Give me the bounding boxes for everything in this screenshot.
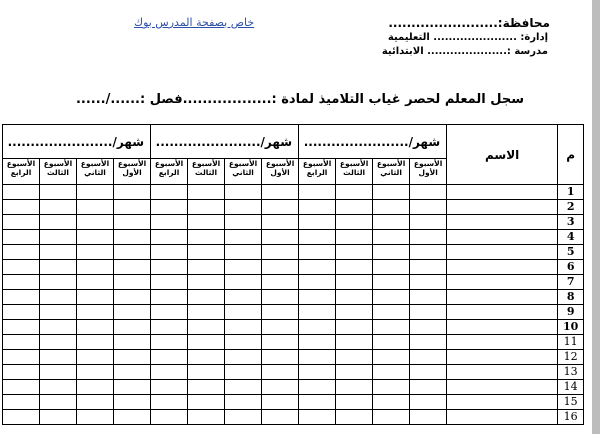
attendance-cell[interactable] [40,365,77,380]
attendance-cell[interactable] [336,305,373,320]
attendance-cell[interactable] [151,275,188,290]
name-cell[interactable] [447,305,558,320]
attendance-cell[interactable] [151,185,188,200]
attendance-cell[interactable] [77,350,114,365]
week-header [188,159,225,185]
attendance-cell[interactable] [336,395,373,410]
name-cell[interactable] [447,395,558,410]
page-shadow [592,0,600,434]
attendance-cell[interactable] [225,335,262,350]
attendance-cell[interactable] [262,320,299,335]
attendance-cell[interactable] [373,305,410,320]
attendance-cell[interactable] [151,350,188,365]
week-header-label: الأسبوع [339,159,369,168]
month-header-3: شهر/....................... [3,125,151,159]
week-header [114,159,151,185]
attendance-cell[interactable] [410,320,447,335]
week-header-label: الأسبوع [228,159,258,168]
attendance-cell[interactable] [114,260,151,275]
attendance-cell[interactable] [336,215,373,230]
attendance-cell[interactable] [299,260,336,275]
name-cell[interactable] [447,230,558,245]
attendance-cell[interactable] [188,230,225,245]
name-cell[interactable] [447,245,558,260]
table-row [3,380,584,395]
attendance-cell[interactable] [336,365,373,380]
attendance-cell[interactable] [114,200,151,215]
attendance-cell[interactable] [373,380,410,395]
attendance-cell[interactable] [3,275,40,290]
row-number: 15 [558,395,584,410]
name-column-header: الاسم [447,125,558,185]
absence-table [2,124,584,425]
attendance-cell[interactable] [40,230,77,245]
table-row [3,200,584,215]
attendance-cell[interactable] [3,335,40,350]
attendance-cell[interactable] [299,290,336,305]
attendance-cell[interactable] [410,200,447,215]
attendance-cell[interactable] [410,290,447,305]
table-row [3,260,584,275]
week-header-label: الأسبوع [191,159,221,168]
table-row [3,395,584,410]
attendance-cell[interactable] [373,245,410,260]
attendance-cell[interactable] [299,335,336,350]
attendance-cell[interactable] [299,350,336,365]
attendance-cell[interactable] [336,230,373,245]
attendance-cell[interactable] [225,245,262,260]
attendance-cell[interactable] [114,320,151,335]
row-number: 16 [558,410,584,425]
attendance-cell[interactable] [151,395,188,410]
row-number: 10 [558,320,584,335]
attendance-cell[interactable] [3,200,40,215]
attendance-cell[interactable] [373,395,410,410]
table-row [3,350,584,365]
attendance-cell[interactable] [262,350,299,365]
table-row [3,185,584,200]
attendance-cell[interactable] [3,305,40,320]
attendance-cell[interactable] [77,365,114,380]
name-cell[interactable] [447,365,558,380]
attendance-cell[interactable] [299,185,336,200]
attendance-cell[interactable] [410,395,447,410]
attendance-cell[interactable] [410,380,447,395]
attendance-cell[interactable] [40,275,77,290]
attendance-cell[interactable] [40,200,77,215]
week-header-label: الثالث [46,168,70,177]
attendance-cell[interactable] [262,410,299,425]
attendance-cell[interactable] [40,260,77,275]
attendance-cell[interactable] [151,245,188,260]
attendance-cell[interactable] [225,395,262,410]
attendance-cell[interactable] [410,215,447,230]
week-header [336,159,373,185]
week-header-label: الأسبوع [117,159,147,168]
attendance-cell[interactable] [262,395,299,410]
attendance-cell[interactable] [114,290,151,305]
administration-field: إدارة: ...................... التعليمية [387,32,548,43]
attendance-cell[interactable] [225,230,262,245]
attendance-cell[interactable] [77,305,114,320]
attendance-cell[interactable] [188,215,225,230]
attendance-cell[interactable] [151,365,188,380]
attendance-cell[interactable] [40,290,77,305]
table-row [3,290,584,305]
attendance-cell[interactable] [77,275,114,290]
week-header [373,159,410,185]
month-header-1: شهر/....................... [299,125,447,159]
attendance-cell[interactable] [77,230,114,245]
attendance-cell[interactable] [299,275,336,290]
attendance-cell[interactable] [225,350,262,365]
attendance-cell[interactable] [373,320,410,335]
attendance-cell[interactable] [40,395,77,410]
attendance-cell[interactable] [40,245,77,260]
week-header [410,159,447,185]
attendance-cell[interactable] [373,215,410,230]
attendance-cell[interactable] [188,305,225,320]
attendance-cell[interactable] [299,230,336,245]
attendance-cell[interactable] [3,215,40,230]
row-number: 1 [558,185,584,200]
attendance-cell[interactable] [336,350,373,365]
attendance-cell[interactable] [40,215,77,230]
attendance-cell[interactable] [3,185,40,200]
week-header-label: الأسبوع [6,159,36,168]
row-number: 2 [558,200,584,215]
row-number: 9 [558,305,584,320]
attendance-cell[interactable] [151,335,188,350]
attendance-cell[interactable] [299,200,336,215]
attendance-cell[interactable] [3,350,40,365]
attendance-cell[interactable] [336,275,373,290]
name-cell[interactable] [447,185,558,200]
attendance-cell[interactable] [299,245,336,260]
attendance-cell[interactable] [373,200,410,215]
attendance-cell[interactable] [114,230,151,245]
attendance-cell[interactable] [77,260,114,275]
attendance-cell[interactable] [225,410,262,425]
name-cell[interactable] [447,320,558,335]
attendance-cell[interactable] [40,410,77,425]
attendance-cell[interactable] [188,335,225,350]
attendance-cell[interactable] [262,335,299,350]
row-number: 12 [558,350,584,365]
week-header [262,159,299,185]
week-header [151,159,188,185]
attendance-cell[interactable] [336,335,373,350]
week-header-label: الأسبوع [154,159,184,168]
attendance-cell[interactable] [114,350,151,365]
attendance-cell[interactable] [373,230,410,245]
row-number: 5 [558,245,584,260]
attendance-cell[interactable] [410,185,447,200]
attendance-cell[interactable] [114,395,151,410]
attendance-cell[interactable] [336,380,373,395]
table-row [3,230,584,245]
attendance-cell[interactable] [410,275,447,290]
name-cell[interactable] [447,335,558,350]
attendance-cell[interactable] [40,320,77,335]
row-number: 14 [558,380,584,395]
attendance-cell[interactable] [151,320,188,335]
attendance-cell[interactable] [114,305,151,320]
attendance-cell[interactable] [77,185,114,200]
attendance-cell[interactable] [299,215,336,230]
attendance-cell[interactable] [225,215,262,230]
table-row [3,320,584,335]
week-header-label: الأول [418,168,438,177]
attendance-cell[interactable] [40,185,77,200]
attendance-cell[interactable] [373,350,410,365]
attendance-cell[interactable] [188,260,225,275]
attendance-cell[interactable] [151,290,188,305]
attendance-cell[interactable] [299,395,336,410]
attendance-cell[interactable] [188,395,225,410]
attendance-cell[interactable] [188,365,225,380]
week-header-label: الأول [270,168,290,177]
attendance-cell[interactable] [151,305,188,320]
attendance-cell[interactable] [373,275,410,290]
attendance-cell[interactable] [188,320,225,335]
week-header-label: الرابع [10,168,32,177]
attendance-cell[interactable] [77,335,114,350]
attendance-cell[interactable] [225,320,262,335]
name-cell[interactable] [447,380,558,395]
week-header-label: الأسبوع [302,159,332,168]
week-header [3,159,40,185]
attendance-cell[interactable] [410,365,447,380]
table-row [3,215,584,230]
week-header-label: الثالث [343,168,366,177]
attendance-cell[interactable] [336,200,373,215]
attendance-cell[interactable] [188,245,225,260]
attendance-cell[interactable] [373,410,410,425]
week-header [299,159,336,185]
row-number: 3 [558,215,584,230]
week-header-label: الرابع [158,168,180,177]
attendance-cell[interactable] [188,410,225,425]
name-cell[interactable] [447,350,558,365]
attendance-cell[interactable] [40,305,77,320]
name-cell[interactable] [447,200,558,215]
week-header-label: الأسبوع [265,159,295,168]
row-number: 7 [558,275,584,290]
table-row [3,335,584,350]
attendance-cell[interactable] [373,335,410,350]
table-row [3,245,584,260]
attendance-cell[interactable] [114,275,151,290]
week-header-label: الثاني [232,168,254,177]
month-header-2: شهر/....................... [151,125,299,159]
attendance-cell[interactable] [410,335,447,350]
document-title: سجل المعلم لحصر غياب التلاميذ لمادة :..................فصل :....../...... [75,92,524,107]
attendance-cell[interactable] [151,200,188,215]
attendance-cell[interactable] [262,185,299,200]
attendance-cell[interactable] [3,365,40,380]
attendance-cell[interactable] [188,185,225,200]
attendance-cell[interactable] [77,380,114,395]
attendance-cell[interactable] [373,290,410,305]
attendance-cell[interactable] [77,290,114,305]
attendance-cell[interactable] [262,245,299,260]
name-cell[interactable] [447,290,558,305]
attendance-cell[interactable] [77,410,114,425]
attendance-cell[interactable] [336,260,373,275]
attendance-cell[interactable] [410,260,447,275]
attendance-cell[interactable] [410,350,447,365]
attendance-cell[interactable] [336,410,373,425]
week-header-label: الثاني [84,168,106,177]
week-header-label: الثالث [195,168,218,177]
attendance-cell[interactable] [225,365,262,380]
attendance-cell[interactable] [3,290,40,305]
row-number: 8 [558,290,584,305]
attendance-cell[interactable] [151,410,188,425]
week-header [225,159,262,185]
number-column-header: م [558,125,584,185]
week-header-label: الأسبوع [43,159,73,168]
week-header-label: الأسبوع [376,159,406,168]
attendance-cell[interactable] [225,260,262,275]
attendance-cell[interactable] [225,200,262,215]
attendance-cell[interactable] [262,215,299,230]
attendance-cell[interactable] [151,380,188,395]
row-number: 13 [558,365,584,380]
attendance-cell[interactable] [336,185,373,200]
attendance-cell[interactable] [299,365,336,380]
attendance-cell[interactable] [225,185,262,200]
attendance-cell[interactable] [336,245,373,260]
attendance-cell[interactable] [299,305,336,320]
attendance-cell[interactable] [410,410,447,425]
attendance-cell[interactable] [410,230,447,245]
attendance-cell[interactable] [262,365,299,380]
attendance-cell[interactable] [188,380,225,395]
attendance-cell[interactable] [299,410,336,425]
attendance-cell[interactable] [77,200,114,215]
attendance-cell[interactable] [262,275,299,290]
attendance-cell[interactable] [299,380,336,395]
attendance-cell[interactable] [188,350,225,365]
week-header-label: الأول [122,168,142,177]
week-header-label: الأسبوع [80,159,110,168]
attendance-cell[interactable] [114,380,151,395]
table-row [3,365,584,380]
attendance-cell[interactable] [410,305,447,320]
attendance-cell[interactable] [299,320,336,335]
attendance-cell[interactable] [114,215,151,230]
name-cell[interactable] [447,410,558,425]
attendance-cell[interactable] [262,305,299,320]
attendance-cell[interactable] [77,215,114,230]
attendance-cell[interactable] [77,395,114,410]
attendance-cell[interactable] [114,365,151,380]
attendance-cell[interactable] [262,230,299,245]
attendance-cell[interactable] [225,290,262,305]
attendance-cell[interactable] [77,245,114,260]
name-cell[interactable] [447,215,558,230]
attendance-cell[interactable] [225,305,262,320]
attendance-cell[interactable] [114,185,151,200]
row-number: 11 [558,335,584,350]
table-row [3,305,584,320]
week-header [77,159,114,185]
attendance-cell[interactable] [114,245,151,260]
row-number: 4 [558,230,584,245]
attendance-cell[interactable] [114,335,151,350]
name-cell[interactable] [447,260,558,275]
school-field: مدرسة :..................... الابتدائية [381,46,548,57]
governorate-field: محافظة:........................ [388,16,550,30]
source-link[interactable]: خاص بصفحة المدرس بوك [134,16,255,29]
attendance-cell[interactable] [262,290,299,305]
attendance-cell[interactable] [188,275,225,290]
name-cell[interactable] [447,275,558,290]
attendance-cell[interactable] [3,320,40,335]
table-row [3,275,584,290]
week-header-label: الثاني [380,168,402,177]
attendance-cell[interactable] [336,290,373,305]
attendance-cell[interactable] [373,185,410,200]
attendance-cell[interactable] [3,380,40,395]
attendance-cell[interactable] [3,395,40,410]
attendance-cell[interactable] [77,320,114,335]
week-header-label: الرابع [306,168,328,177]
attendance-cell[interactable] [225,275,262,290]
attendance-cell[interactable] [151,260,188,275]
week-header [40,159,77,185]
attendance-cell[interactable] [225,380,262,395]
attendance-cell[interactable] [151,215,188,230]
row-number: 6 [558,260,584,275]
week-header-label: الأسبوع [413,159,443,168]
attendance-cell[interactable] [262,260,299,275]
attendance-cell[interactable] [3,230,40,245]
attendance-cell[interactable] [114,410,151,425]
attendance-cell[interactable] [3,245,40,260]
attendance-cell[interactable] [151,230,188,245]
attendance-cell[interactable] [188,290,225,305]
attendance-cell[interactable] [188,200,225,215]
attendance-cell[interactable] [40,350,77,365]
attendance-cell[interactable] [262,200,299,215]
table-row [3,410,584,425]
attendance-cell[interactable] [3,260,40,275]
attendance-cell[interactable] [336,320,373,335]
attendance-cell[interactable] [410,245,447,260]
attendance-cell[interactable] [373,260,410,275]
attendance-cell[interactable] [40,380,77,395]
attendance-cell[interactable] [3,410,40,425]
attendance-cell[interactable] [262,380,299,395]
attendance-cell[interactable] [373,365,410,380]
attendance-cell[interactable] [40,335,77,350]
